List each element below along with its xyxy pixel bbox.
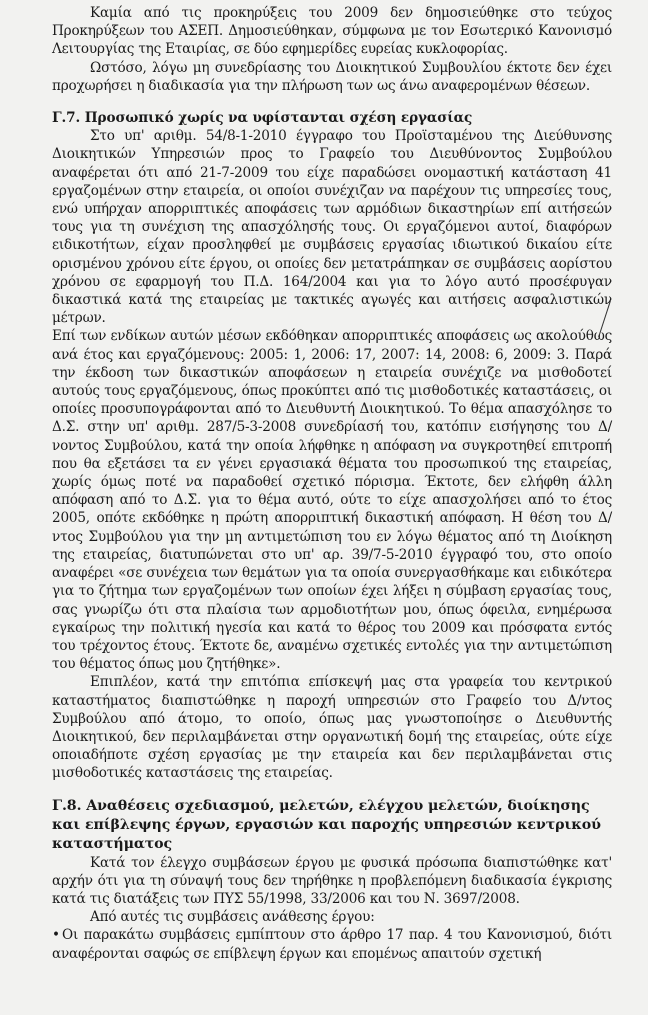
- list-item-text: Οι παρακάτω συμβάσεις εμπίπτουν στο άρθρο 17 παρ. 4 του Κανονισμού, διότι αναφέρονται σαφώς σε επίβλεψη έργων και επομένως απαιτούν σχετική: [52, 927, 612, 962]
- paragraph-g7-court-decisions: Επί των ενδίκων αυτών μέσων εκδόθηκαν απορριπτικές αποφάσεις ως ακολούθως ανά έτος και εργαζόμενους: 2005: 1, 2006: 17, 2007: 14, 2008: 6, 2009: 3. Παρά την έκδοση των δικαστικών αποφάσεων η εταιρεία συνέχιζε να μισθοδοτεί αυτούς τους εργαζόμενους, όπως προκύπτει από τις μισθοδοτικές καταστάσεις, οι οποίες προσυπογράφονται από το Διευθυντή Διοικητικού. Το θέμα απασχόλησε το Δ.Σ. στην υπ' αριθμ. 287/5-3-2008 συνεδρίασή του, κατόπιν εισήγησης του Δ/νοντος Συμβούλου, κατά την οποία λήφθηκε η απόφαση να συγκροτηθεί επιτροπή που θα εξετάσει τα εν γένει εργασιακά θέματα του προσωπικού της εταιρείας, χωρίς όμως ποτέ να παραδοθεί σχετικό πόρισμα. Έκτοτε, δεν ελήφθη άλλη απόφαση από το Δ.Σ. για το θέμα αυτό, ούτε το είχε απασχολήσει από το έτος 2005, οπότε εκδόθηκε η πρώτη απορριπτική δικαστική απόφαση. Η θέση του Δ/ντος Συμβούλου για την μη αντιμετώπιση του εν λόγω θέματος από τη Διοίκηση της εταιρείας, διατυπώνεται στο υπ' αρ. 39/7-5-2010 έγγραφό του, στο οποίο αναφέρει «σε συνέχεια των θεμάτων για τα οποία συνεργασθήκαμε και ειδικότερα για το ζήτημα των εργαζομένων των οποίων έχει λήξει η σύμβαση εργασίας τους, σας γνωρίζω ότι στα πλαίσια των αρμοδιοτήτων μου, όπως όφειλα, ενημέρωσα εγκαίρως την πολιτική ηγεσία και κατά το θέρος του 2009 και πρόσφατα εντός του τρέχοντος έτους. Έκτοτε δε, αναμένω σχετικές εντολές για την αντιμετώπιση του θέματος όπως μου ζητήθηκε».: [52, 328, 612, 673]
- paragraph-board-meeting: Ωστόσο, λόγω μη συνεδρίασης του Διοικητικού Συμβουλίου έκτοτε δεν έχει προχωρήσει η διαδικασία για την πλήρωση των ως άνω αναφερομένων θέσεων.: [52, 59, 612, 94]
- paragraph-g7-intro: Στο υπ' αριθμ. 54/8-1-2010 έγγραφο του Προϊσταμένου της Διεύθυνσης Διοικητικών Υπηρεσιών προς το Γραφείο του Διευθύνοντος Συμβούλου αναφέρεται ότι από 21-7-2009 του είχε παραδώσει ονομαστική κατάσταση 41 εργαζομένων στην εταιρεία, οι οποίοι συνέχιζαν να παρέχουν τις υπηρεσίες τους, ενώ υπήρχαν απορριπτικές αποφάσεις των αρμόδιων δικαστηρίων επί αιτήσεών τους για τη συνέχιση της απασχόλησής τους. Οι εργαζόμενοι αυτοί, διαφόρων ειδικοτήτων, είχαν προσληφθεί με συμβάσεις εργασίας ιδιωτικού δικαίου είτε ορισμένου χρόνου είτε έργου, οι οποίες δεν μετατράπηκαν σε συμβάσεις αορίστου χρόνου σε εφαρμογή του Π.Δ. 164/2004 και για το λόγο αυτό προσέφυγαν δικαστικά κατά της εταιρείας με τακτικές αγωγές και αιτήσεις ασφαλιστικών μέτρων.: [52, 128, 612, 327]
- paragraph-g8-contracts: Κατά τον έλεγχο συμβάσεων έργου με φυσικά πρόσωπα διαπιστώθηκε κατ' αρχήν ότι για τη σύναψή τους δεν τηρήθηκε η προβλεπόμενη διαδικασία έγκρισης κατά τις διατάξεις των ΠΥΣ 55/1998, 33/2006 και του Ν. 3697/2008.: [52, 854, 612, 907]
- paragraph-g8-from-these: Από αυτές τις συμβάσεις ανάθεσης έργου:: [90, 909, 375, 926]
- list-item: [52, 926, 612, 962]
- bullet-icon: •: [52, 927, 60, 944]
- paragraph-asep-publication: Καμία από τις προκηρύξεις του 2009 δεν δημοσιεύθηκε στο τεύχος Προκηρύξεων του ΑΣΕΠ. Δημοσιεύθηκαν, σύμφωνα με τον Εσωτερικό Κανονισμό Λειτουργίας της Εταιρίας, σε δύο εφημερίδες ευρείας κυκλοφορίας.: [52, 5, 612, 58]
- paragraph-g7-site-visit: Επιπλέον, κατά την επιτόπια επίσκεψή μας στα γραφεία του κεντρικού καταστήματος διαπιστώθηκε η παροχή υπηρεσιών στο Γραφείο του Δ/ντος Συμβούλου από άτομο, το οποίο, όπως μας γνωστοποίησε ο Διευθυντής Διοικητικού, δεν περιλαμβάνεται στην οργανωτική δομή της εταιρείας, ούτε είχε οποιαδήποτε σχέση εργασίας με την εταιρεία και δεν περιλαμβάνεται στις μισθοδοτικές καταστάσεις της εταιρείας.: [52, 674, 612, 782]
- section-title-g8: Γ.8. Αναθέσεις σχεδιασμού, μελετών, ελέγχου μελετών, διοίκησης και επίβλεψης έργων, εργασιών και παροχής υπηρεσιών κεντρικού καταστήματος: [52, 797, 601, 852]
- document-body: [52, 4, 612, 963]
- section-title-g7: Γ.7. Προσωπικό χωρίς να υφίστανται σχέση εργασίας: [52, 110, 473, 127]
